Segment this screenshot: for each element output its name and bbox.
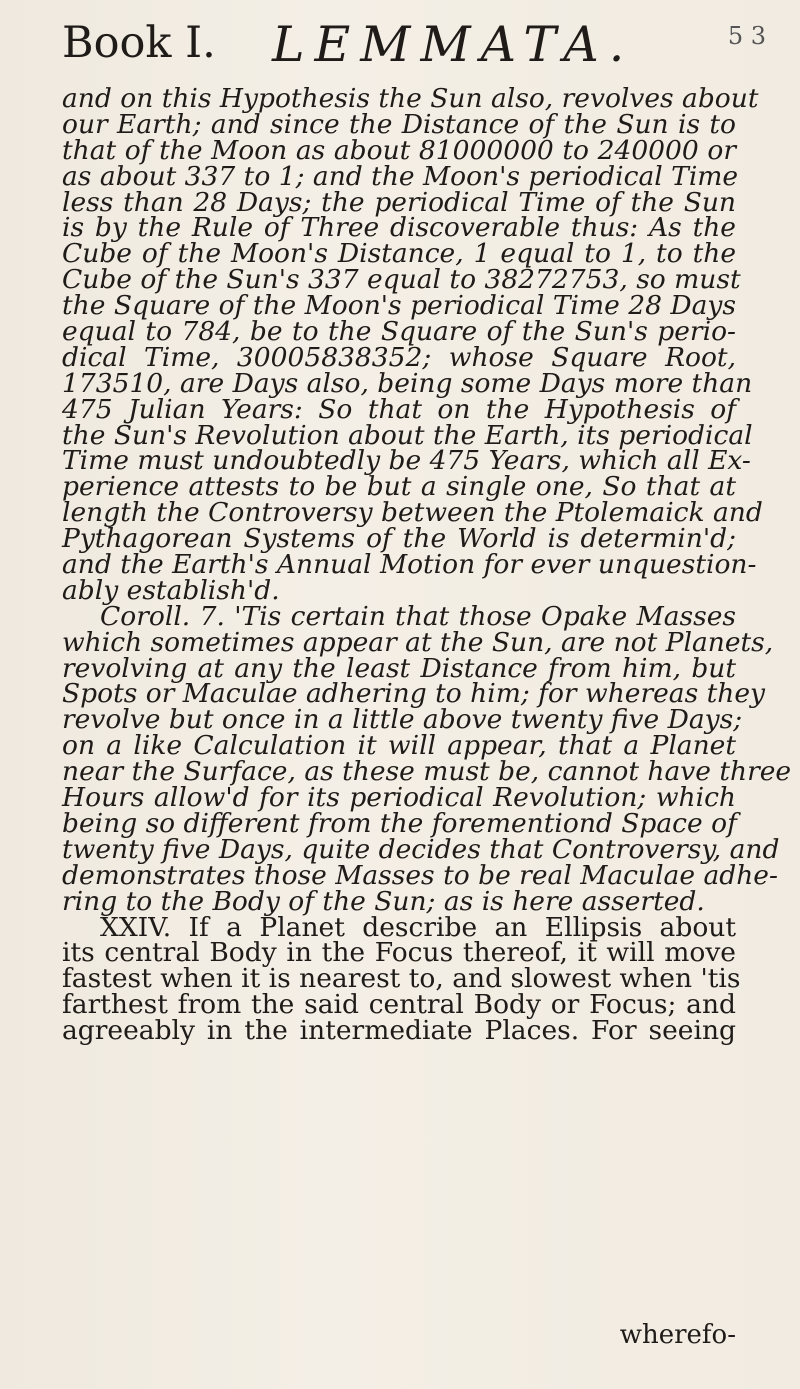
text-line: dical Time, 30005838352; whose Square Root, <box>62 341 736 373</box>
text-line: its central Body in the Focus thereof, it will move <box>62 937 736 969</box>
text-line: near the Surface, as these must be, cannot have three <box>62 756 792 788</box>
text-line: Time must undoubtedly be 475 Years, which all Ex- <box>62 445 751 477</box>
text-line: 475 Julian Years: So that on the Hypothesis of <box>62 393 736 425</box>
text-line: is by the Rule of Three discoverable thus: As the <box>62 212 736 244</box>
text-line: and on this Hypothesis the Sun also, revolves about <box>62 83 759 114</box>
text-line: Cube of the Sun's 337 equal to 38272753, so must <box>62 264 741 296</box>
text-line: agreeably in the intermediate Places. For seeing <box>62 1015 736 1047</box>
text-line: Hours allow'd for its periodical Revolution; which <box>62 782 736 814</box>
text-line: our Earth; and since the Distance of the Sun is to <box>62 108 736 140</box>
text-line: XXIV. If a Planet describe an Ellipsis about <box>100 911 736 943</box>
text-line: Coroll. 7. 'Tis certain that those Opake Masses <box>100 600 736 632</box>
text-line: 173510, are Days also, being some Days more than <box>62 367 753 399</box>
text-line: ring to the Body of the Sun; as is here asserted. <box>62 885 705 917</box>
text-line: farthest from the said central Body or Focus; and <box>62 989 736 1021</box>
text-line: perience attests to be but a single one, So that at <box>62 471 736 503</box>
text-line: twenty five Days, quite decides that Controversy, and <box>62 833 780 865</box>
text-line: equal to 784, be to the Square of the Sun's perio- <box>62 316 736 348</box>
text-line: being so different from the forementiond Space of <box>62 807 737 839</box>
text-line: that of the Moon as about 81000000 to 240000 or <box>62 134 736 166</box>
text-line: the Sun's Revolution about the Earth, its periodical <box>62 419 753 451</box>
text-line: as about 337 to 1; and the Moon's periodical Time <box>62 160 739 192</box>
text-line: which sometimes appear at the Sun, are not Planets, <box>62 626 774 658</box>
text-line: revolve but once in a little above twenty five Days; <box>62 704 743 736</box>
text-line: ably establish'd. <box>62 574 280 606</box>
text-line: demonstrates those Masses to be real Maculae adhe- <box>62 859 778 891</box>
text-line: the Square of the Moon's periodical Time 28 Days <box>62 290 736 322</box>
running-title: LEMMATA. <box>272 16 635 73</box>
book-label: Book I. <box>62 18 216 68</box>
text-line: revolving at any the least Distance from him, but <box>62 652 736 684</box>
text-line: Cube of the Moon's Distance, 1 equal to 1, to the <box>62 238 736 270</box>
text-line: length the Controversy between the Ptolemaick and <box>62 497 763 529</box>
body-text <box>62 83 792 1047</box>
text-line: Spots or Maculae adhering to him; for whereas they <box>62 678 766 710</box>
text-line: on a like Calculation it will appear, that a Planet <box>62 730 736 762</box>
page-header <box>62 14 770 74</box>
text-line: and the Earth's Annual Motion for ever unquestion- <box>62 549 757 581</box>
text-line: less than 28 Days; the periodical Time of the Sun <box>62 186 736 218</box>
page-number: 5 3 <box>727 22 766 50</box>
catchword: wherefo- <box>619 1320 736 1350</box>
text-line: Pythagorean Systems of the World is determin'd; <box>62 523 736 555</box>
text-line: fastest when it is nearest to, and slowest when 'tis <box>62 963 741 995</box>
